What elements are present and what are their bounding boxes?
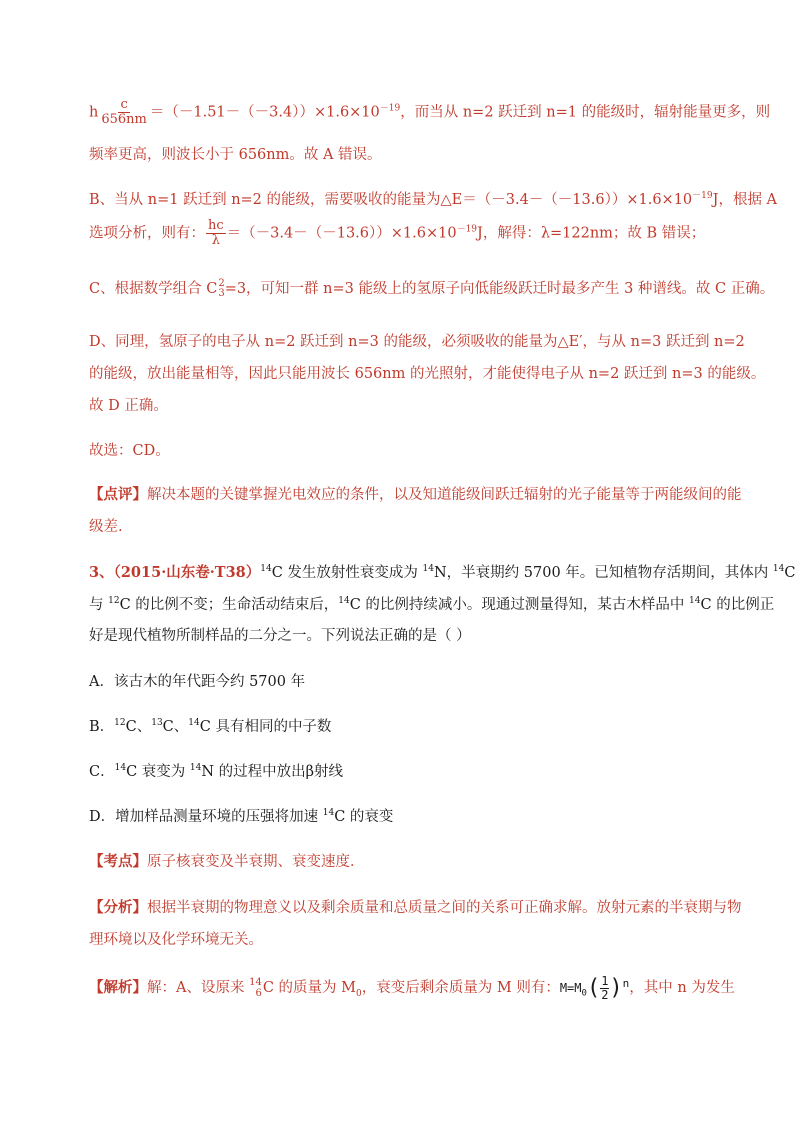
review-tag: 【点评】 xyxy=(89,486,147,503)
review-line-1: 【点评】解决本题的关键掌握光电效应的条件，以及知道能级间跃迁辐射的光子能量等于两能级间的能 xyxy=(89,486,742,503)
fraction-hc-over-lambda: $\frac{hc}{\lambda}$ xyxy=(208,218,224,248)
option-b-analysis-line-2: 选项分析，则有： $\frac{hc}{\lambda}$ $=(-3.4-(-13.6))\times 1.6\times 10^{-19}J$，解得：λ=122nm；故 B 错误； xyxy=(89,218,706,248)
question-3-line-2: 与 $^{12}$C 的比例不变；生命活动结束后，$^{14}$C 的比例持续减小。现通过测量得知，某古木样品中 $^{14}$C 的比例正 xyxy=(89,596,775,613)
option-d-analysis-line-2: 的能级，放出能量相等，因此只能用波长 656nm 的光照射，才能使得电子从 n=2 跃迁到 n=3 的能级。 xyxy=(89,366,766,382)
review-line-2: 级差. xyxy=(89,519,123,535)
solution-line-2: 频率更高，则波长小于 656nm。故 A 错误。 xyxy=(89,147,382,163)
choice-c: C．$^{14}$C 衰变为 $^{14}$N 的过程中放出β射线 xyxy=(89,763,344,780)
option-b-analysis-line-1: B、当从 n=1 跃迁到 n=2 的能级，需要吸收的能量为$\triangle E=(-3.4-(-13.6))\times 1.6\times 10^{-19}J$，根据 A xyxy=(89,191,778,208)
choice-d: D．增加样品测量环境的压强将加速 $^{14}$C 的衰变 xyxy=(89,808,394,825)
option-d-analysis-line-1: D、同理，氢原子的电子从 n=2 跃迁到 n=3 的能级，必须吸收的能量为△E′，与从 n=3 跃迁到 n=2 xyxy=(89,334,745,350)
carbon-14-isotope: 14 6 xyxy=(249,977,262,999)
decay-formula: $M=M_0$( $\frac{1}{2}$ )$^n$ xyxy=(559,974,630,1002)
question-3-line-1: 3、（2015·山东卷·T38）$^{14}$C 发生放射性衰变成为 $^{14}$N，半衰期约 5700 年。已知植物存活期间，其体内 $^{14}$C xyxy=(89,564,795,581)
choice-a: A．该古木的年代距今约 5700 年 xyxy=(89,674,306,690)
combination-notation: 2 3 xyxy=(218,278,225,299)
solution-line: 【解析】解：A、设原来 14 6 C 的质量为 $M_0$，衰变后剩余质量为 M 则有：$M=M_0$( $\frac{1}{2}$ )$^n$，其中 n 为发生 xyxy=(89,974,735,1002)
test-point-tag: 【考点】 xyxy=(89,853,147,870)
solution-line-1: h $\frac{c}{656nm}$ $=(-1.51-(-3.4))\times 1.6\times 10^{-19}$，而当从 n=2 跃迁到 n=1 的能级时，辐射能量更多，则 xyxy=(89,97,771,127)
answer-line: 故选：CD。 xyxy=(89,443,170,459)
analysis-line-1: 【分析】根据半衰期的物理意义以及剩余质量和总质量之间的关系可正确求解。放射元素的半衰期与物 xyxy=(89,899,742,916)
solution-tag: 【解析】 xyxy=(89,979,147,996)
analysis-line-2: 理环境以及化学环境无关。 xyxy=(89,932,263,948)
question-3-line-3: 好是现代植物所制样品的二分之一。下列说法正确的是（ ） xyxy=(89,628,471,644)
analysis-tag: 【分析】 xyxy=(89,899,147,916)
option-d-analysis-line-3: 故 D 正确。 xyxy=(89,398,168,414)
test-point-line: 【考点】原子核衰变及半衰期、衰变速度． xyxy=(89,853,365,870)
choice-b: B．$^{12}$C、$^{13}$C、$^{14}$C 具有相同的中子数 xyxy=(89,718,332,735)
question-3-number: 3、（2015·山东卷·T38） xyxy=(89,564,261,581)
symbol-h: h xyxy=(89,104,99,121)
fraction-c-over-656nm: $\frac{c}{656nm}$ xyxy=(101,97,147,127)
option-c-analysis: C、根据数学组合 C 2 3 =3，可知一群 n=3 能级上的氢原子向低能级跃迁时最多产生 3 种谱线。故 C 正确。 xyxy=(89,278,775,299)
